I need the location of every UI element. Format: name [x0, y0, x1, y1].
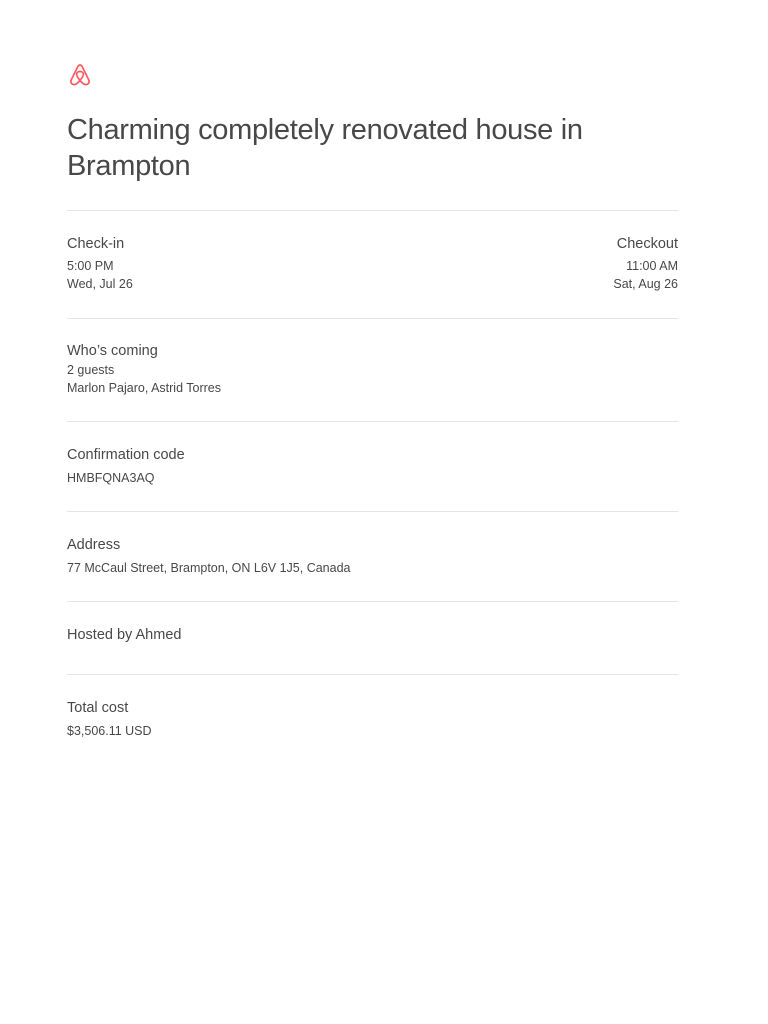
checkin-label: Check-in: [67, 236, 125, 252]
total-cost-label: Total cost: [67, 700, 129, 716]
checkout-label: Checkout: [616, 236, 678, 252]
checkin-date: Wed, Jul 26: [67, 277, 133, 291]
airbnb-logo-icon: [67, 62, 93, 88]
divider: [67, 674, 678, 675]
divider: [67, 421, 678, 422]
guests-label: Who’s coming: [67, 343, 158, 359]
divider: [67, 601, 678, 602]
confirmation-code: HMBFQNA3AQ: [67, 471, 155, 485]
checkout-date: Sat, Aug 26: [613, 277, 678, 291]
address-label: Address: [67, 537, 121, 553]
divider: [67, 318, 678, 319]
confirmation-label: Confirmation code: [67, 447, 185, 463]
divider: [67, 210, 678, 211]
total-cost-value: $3,506.11 USD: [67, 724, 152, 738]
listing-title: Charming completely renovated house in Brampton: [67, 114, 583, 182]
checkout-time: 11:00 AM: [626, 259, 678, 273]
guests-count: 2 guests: [67, 363, 115, 377]
divider: [67, 511, 678, 512]
guests-names: Marlon Pajaro, Astrid Torres: [67, 381, 221, 395]
checkin-time: 5:00 PM: [67, 259, 114, 273]
address-value: 77 McCaul Street, Brampton, ON L6V 1J5, Canada: [67, 561, 351, 575]
host-label: Hosted by Ahmed: [67, 627, 182, 643]
